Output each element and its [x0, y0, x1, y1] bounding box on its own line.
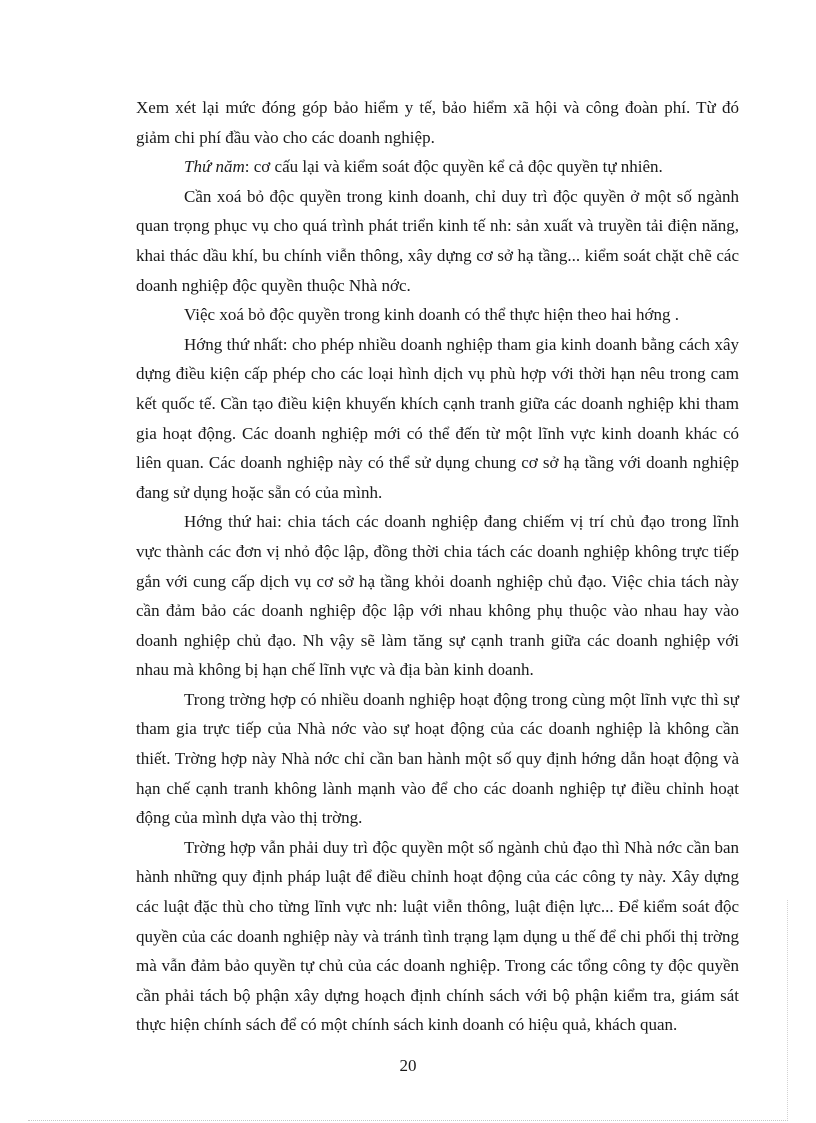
- paragraph-6: Hớng thứ hai: chia tách các doanh nghiệp đang chiếm vị trí chủ đạo trong lĩnh vực thành các đơn vị nhỏ độc lập, đồng thời chia tách các doanh nghiệp không trực tiếp gắn với cung cấp dịch vụ cơ sở hạ tầng khỏi doanh nghiệp chủ đạo. Việc chia tách này cần đảm bảo các doanh nghiệp độc lập với nhau không phụ thuộc vào nhau hay vào doanh nghiệp chủ đạo. Nh vậy sẽ làm tăng sự cạnh tranh giữa các doanh nghiệp với nhau mà không bị hạn chế lĩnh vực và địa bàn kinh doanh.: [136, 512, 739, 680]
- page-number: 20: [399, 1056, 417, 1075]
- paragraph-1: Xem xét lại mức đóng góp bảo hiểm y tế, bảo hiểm xã hội và công đoàn phí. Từ đó giảm chi phí đầu vào cho các doanh nghiệp.: [136, 98, 739, 147]
- page-right-border: [787, 900, 788, 1119]
- paragraph-4: Việc xoá bỏ độc quyền trong kinh doanh có thể thực hiện theo hai hớng .: [184, 305, 679, 325]
- paragraph-5: Hớng thứ nhất: cho phép nhiều doanh nghiệp tham gia kinh doanh bằng cách xây dựng điều kiện cấp phép cho các loại hình dịch vụ phù hợp với thời hạn nêu trong cam kết quốc tế. Cần tạo điều kiện khuyến khích cạnh tranh giữa các doanh nghiệp khi tham gia hoạt động. Các doanh nghiệp mới có thể đến từ một lĩnh vực kinh doanh khác có liên quan. Các doanh nghiệp này có thể sử dụng chung cơ sở hạ tầng với doanh nghiệp đang sử dụng hoặc sẵn có của mình.: [136, 334, 739, 502]
- paragraph-7: Trong trờng hợp có nhiều doanh nghiệp hoạt động trong cùng một lĩnh vực thì sự tham gia trực tiếp của Nhà nớc vào sự hoạt động của các doanh nghiệp là không cần thiết. Trờng hợp này Nhà nớc chỉ cần ban hành một số quy định hớng dẫn hoạt động và hạn chế cạnh tranh không lành mạnh vào để cho các doanh nghiệp tự điều chỉnh hoạt động của mình dựa vào thị trờng.: [136, 689, 739, 828]
- paragraph-2-lead: Thứ năm: [184, 157, 245, 177]
- page-body: [136, 93, 739, 1040]
- paragraph-8: Trờng hợp vẫn phải duy trì độc quyền một số ngành chủ đạo thì Nhà nớc cần ban hành những quy định pháp luật để điều chỉnh hoạt động của các công ty này. Xây dựng các luật đặc thù cho từng lĩnh vực nh: luật viễn thông, luật điện lực... Để kiểm soát độc quyền của các doanh nghiệp này và tránh tình trạng lạm dụng u thế để chi phối thị trờng mà vẫn đảm bảo quyền tự chủ của các doanh nghiệp. Trong các tổng công ty độc quyền cần phải tách bộ phận xây dựng hoạch định chính sách với bộ phận kiểm tra, giám sát thực hiện chính sách để có một chính sách kinh doanh có hiệu quả, khách quan.: [136, 837, 739, 1035]
- paragraph-3: Cần xoá bỏ độc quyền trong kinh doanh, chỉ duy trì độc quyền ở một số ngành quan trọng phục vụ cho quá trình phát triển kinh tế nh: sản xuất và truyền tải điện năng, khai thác dầu khí, bu chính viễn thông, xây dựng cơ sở hạ tầng... kiểm soát chặt chẽ các doanh nghiệp độc quyền thuộc Nhà nớc.: [136, 186, 739, 295]
- page-bottom-border: [28, 1120, 788, 1121]
- paragraph-2-body: : cơ cấu lại và kiểm soát độc quyền kể cả độc quyền tự nhiên.: [244, 157, 663, 177]
- paragraph-2: [136, 152, 739, 182]
